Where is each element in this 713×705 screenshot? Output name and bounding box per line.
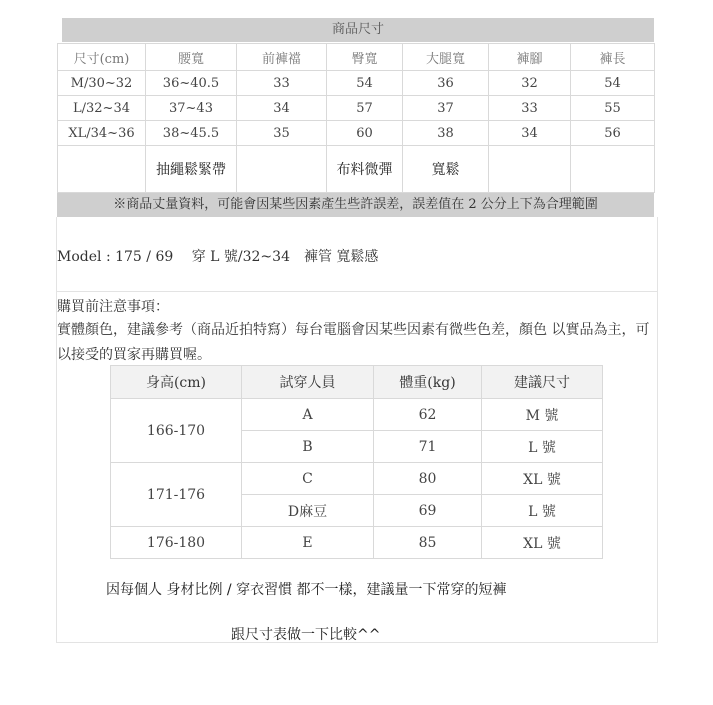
cell-suggested-size: M 號 — [482, 399, 603, 431]
cell-tester: D麻豆 — [242, 495, 374, 527]
cell-length: 56 — [571, 121, 655, 146]
cell-hip: 60 — [327, 121, 403, 146]
header-thigh: 大腿寬 — [403, 44, 489, 71]
cell-thigh: 37 — [403, 96, 489, 121]
feature-cell — [489, 146, 571, 193]
cell-size: M/30~32 — [58, 71, 146, 96]
cell-tester: B — [242, 431, 374, 463]
cell-height: 176-180 — [111, 527, 242, 559]
header-waist: 腰寬 — [146, 44, 237, 71]
cell-suggested-size: L 號 — [482, 431, 603, 463]
cell-tester: A — [242, 399, 374, 431]
table-row — [58, 96, 655, 121]
cell-length: 55 — [571, 96, 655, 121]
fit-table — [110, 365, 603, 559]
cell-tester: E — [242, 527, 374, 559]
cell-waist: 37~43 — [146, 96, 237, 121]
table-row — [111, 463, 603, 495]
footer-line-2: 跟尺寸表做一下比較^^ — [231, 627, 381, 643]
header-height: 身高(cm) — [111, 366, 242, 399]
feature-loose: 寬鬆 — [403, 146, 489, 193]
cell-height: 166-170 — [111, 399, 242, 463]
notice-heading: 購買前注意事項： — [57, 299, 169, 315]
divider — [56, 291, 657, 292]
cell-suggested-size: L 號 — [482, 495, 603, 527]
header-weight: 體重(kg) — [374, 366, 482, 399]
notice-body: 實體顏色，建議參考（商品近拍特寫）每台電腦會因某些因素有微些色差，顏色 以實品為主，可以接受的買家再購買喔。 — [57, 322, 650, 363]
fit-table-header-row — [111, 366, 603, 399]
header-front-rise: 前褲襠 — [237, 44, 327, 71]
cell-front-rise: 34 — [237, 96, 327, 121]
cell-weight: 62 — [374, 399, 482, 431]
cell-weight: 80 — [374, 463, 482, 495]
cell-height: 171-176 — [111, 463, 242, 527]
size-chart-table — [57, 43, 655, 193]
feature-cell — [571, 146, 655, 193]
cell-waist: 36~40.5 — [146, 71, 237, 96]
cell-hem: 34 — [489, 121, 571, 146]
cell-size: XL/34~36 — [58, 121, 146, 146]
cell-length: 54 — [571, 71, 655, 96]
header-tester: 試穿人員 — [242, 366, 374, 399]
cell-hem: 33 — [489, 96, 571, 121]
cell-size: L/32~34 — [58, 96, 146, 121]
cell-hip: 57 — [327, 96, 403, 121]
table-row — [58, 121, 655, 146]
header-suggested-size: 建議尺寸 — [482, 366, 603, 399]
size-chart-header-row — [58, 44, 655, 71]
header-length: 褲長 — [571, 44, 655, 71]
footer-line-1: 因每個人 身材比例 / 穿衣習慣 都不一樣，建議量一下常穿的短褲 — [106, 582, 507, 598]
cell-suggested-size: XL 號 — [482, 527, 603, 559]
feature-cell — [58, 146, 146, 193]
cell-weight: 69 — [374, 495, 482, 527]
cell-thigh: 38 — [403, 121, 489, 146]
cell-weight: 85 — [374, 527, 482, 559]
feature-cell — [237, 146, 327, 193]
feature-stretch: 布料微彈 — [327, 146, 403, 193]
cell-front-rise: 35 — [237, 121, 327, 146]
cell-suggested-size: XL 號 — [482, 463, 603, 495]
table-row — [111, 527, 603, 559]
cell-thigh: 36 — [403, 71, 489, 96]
measurement-note: ※商品丈量資料，可能會因某些因素產生些許誤差，誤差值在 2 公分上下為合理範圍 — [57, 193, 654, 217]
header-hip: 臀寬 — [327, 44, 403, 71]
table-row — [58, 71, 655, 96]
header-size: 尺寸(cm) — [58, 44, 146, 71]
cell-front-rise: 33 — [237, 71, 327, 96]
cell-hem: 32 — [489, 71, 571, 96]
cell-tester: C — [242, 463, 374, 495]
model-info: Model : 175 / 69 穿 L 號/32~34 褲管 寬鬆感 — [57, 249, 379, 265]
cell-weight: 71 — [374, 431, 482, 463]
size-chart-title: 商品尺寸 — [62, 18, 654, 42]
feature-drawstring: 抽繩鬆緊帶 — [146, 146, 237, 193]
cell-waist: 38~45.5 — [146, 121, 237, 146]
cell-hip: 54 — [327, 71, 403, 96]
size-chart-feature-row — [58, 146, 655, 193]
table-row — [111, 399, 603, 431]
header-hem: 褲腳 — [489, 44, 571, 71]
